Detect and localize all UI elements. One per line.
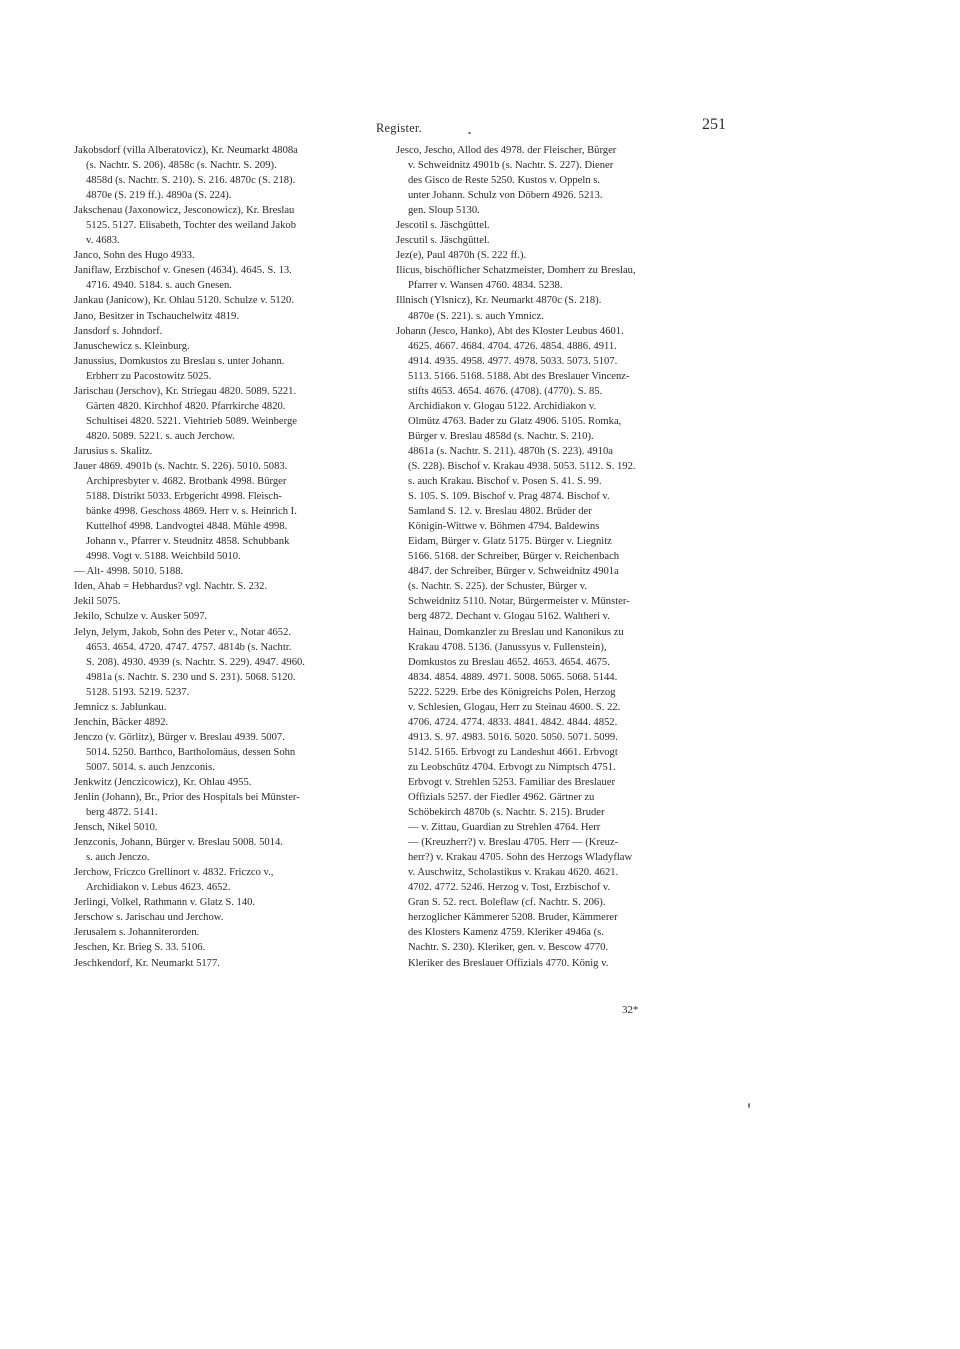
entry-line-first: Jenchin, Bäcker 4892. <box>74 716 169 728</box>
entry-line-first: Jekil 5075. <box>74 596 121 608</box>
index-entry <box>74 910 404 925</box>
index-entry <box>74 203 404 248</box>
scan-speck <box>748 1103 750 1108</box>
index-entry <box>74 263 404 293</box>
entry-line: 4625. 4667. 4684. 4704. 4726. 4854. 4886. 4911. <box>408 340 617 352</box>
entry-line: herzoglicher Kämmerer 5208. Bruder, Kämmerer <box>408 912 618 924</box>
entry-line-first: Jarischau (Jerschov), Kr. Striegau 4820. 5089. 5221. <box>74 385 297 397</box>
entry-line-first: Ilicus, bischöflicher Schatzmeister, Domherr zu Breslau, <box>396 265 636 277</box>
index-entry <box>74 715 404 730</box>
index-entry <box>74 925 404 940</box>
entry-line: Johann v., Pfarrer v. Steudnitz 4858. Schubbank <box>86 536 290 548</box>
entry-line: Archipresbyter v. 4682. Brotbank 4998. Bürger <box>86 476 287 488</box>
entry-line: berg 4872. Dechant v. Glogau 5162. Waltheri v. <box>408 611 610 623</box>
entry-line-first: Jescutil s. Jäschgüttel. <box>396 235 490 247</box>
entry-line: 4834. 4854. 4889. 4971. 5008. 5065. 5068. 5144. <box>408 671 618 683</box>
index-entry <box>74 143 404 203</box>
index-entry <box>74 790 404 820</box>
entry-line-first: Jeschkendorf, Kr. Neumarkt 5177. <box>74 957 220 969</box>
index-entry <box>74 248 404 263</box>
index-entry <box>74 459 404 564</box>
entry-line: 4820. 5089. 5221. s. auch Jerchow. <box>86 430 235 442</box>
entry-line: v. Schweidnitz 4901b (s. Nachtr. S. 227). Diener <box>408 160 614 172</box>
entry-line: 4913. S. 97. 4983. 5016. 5020. 5050. 5071. 5099. <box>408 731 618 743</box>
entry-line: s. auch Krakau. Bischof v. Posen S. 41. S. 99. <box>408 476 602 488</box>
entry-line: Gärten 4820. Kirchhof 4820. Pfarrkirche 4820. <box>86 400 286 412</box>
entry-line-first: Illnisch (Ylsnicz), Kr. Neumarkt 4870c (S. 218). <box>396 295 602 307</box>
entry-line: Samland S. 12. v. Breslau 4802. Brüder der <box>408 506 592 518</box>
entry-line: (S. 228). Bischof v. Krakau 4938. 5053. 5112. S. 192. <box>408 460 636 472</box>
entry-line-first: Jenzconis, Johann, Bürger v. Breslau 5008. 5014. <box>74 837 283 849</box>
entry-line: v. 4683. <box>86 235 120 247</box>
index-entry <box>74 339 404 354</box>
entry-line: Pfarrer v. Wansen 4760. 4834. 5238. <box>408 280 563 292</box>
entry-line-first: Jescotil s. Jäschgüttel. <box>396 220 490 232</box>
entry-line: berg 4872. 5141. <box>86 807 158 819</box>
right-column <box>396 143 736 971</box>
entry-line: 4861a (s. Nachtr. S. 211). 4870h (S. 223). 4910a <box>408 445 613 457</box>
entry-line-first: Januschewicz s. Kleinburg. <box>74 340 190 352</box>
index-entry <box>74 293 404 308</box>
entry-line-first: Jez(e), Paul 4870h (S. 222 ff.). <box>396 250 527 262</box>
entry-line: zu Leobschütz 4704. Erbvogt zu Nimptsch 4751. <box>408 761 616 773</box>
entry-line: 4998. Vogt v. 5188. Weichbild 5010. <box>86 551 241 563</box>
entry-line: stifts 4653. 4654. 4676. (4708). (4770). S. 85. <box>408 385 603 397</box>
index-entry <box>74 444 404 459</box>
entry-line: Bürger v. Breslau 4858d (s. Nachtr. S. 210). <box>408 430 594 442</box>
entry-line: des Klosters Kamenz 4759. Kleriker 4946a (s. <box>408 927 604 939</box>
entry-line-first: — Alt- 4998. 5010. 5188. <box>74 566 184 578</box>
entry-line-first: Jano, Besitzer in Tschauchelwitz 4819. <box>74 310 239 322</box>
entry-line-first: Jerlingi, Volkel, Rathmann v. Glatz S. 140. <box>74 897 256 909</box>
entry-line-first: Johann (Jesco, Hanko), Abt des Kloster Leubus 4601. <box>396 325 624 337</box>
entry-line: v. Auschwitz, Scholastikus v. Krakau 4620. 4621. <box>408 867 619 879</box>
entry-line: S. 105. S. 109. Bischof v. Prag 4874. Bischof v. <box>408 491 610 503</box>
index-entry <box>74 820 404 835</box>
entry-line-first: Jakschenau (Jaxonowicz, Jesconowicz), Kr. Breslau <box>74 205 295 217</box>
signature-mark: 32* <box>622 1004 639 1016</box>
entry-line-first: Jansdorf s. Johndorf. <box>74 325 163 337</box>
entry-line-first: Jelyn, Jelym, Jakob, Sohn des Peter v., Notar 4652. <box>74 626 292 638</box>
index-entry <box>396 293 736 323</box>
entry-line: 5014. 5250. Barthco, Bartholomäus, dessen Sohn <box>86 746 296 758</box>
entry-line: unter Johann. Schulz von Döbern 4926. 5213. <box>408 190 603 202</box>
entry-line-first: Jenlin (Johann), Br., Prior des Hospitals bei Münster- <box>74 792 300 804</box>
entry-line: 4847. der Schreiber, Bürger v. Schweidnitz 4901a <box>408 566 619 578</box>
entry-line-first: Jeschen, Kr. Brieg S. 33. 5106. <box>74 942 206 954</box>
entry-line: Nachtr. S. 230). Kleriker, gen. v. Bescow 4770. <box>408 942 609 954</box>
entry-line: 4914. 4935. 4958. 4977. 4978. 5033. 5073. 5107. <box>408 355 618 367</box>
index-entry <box>74 594 404 609</box>
entry-line-first: Jerchow, Friczco Grellinort v. 4832. Friczco v., <box>74 867 274 879</box>
index-entry <box>74 354 404 384</box>
entry-line: 5007. 5014. s. auch Jenzconis. <box>86 761 215 773</box>
index-entry <box>396 233 736 248</box>
entry-line-first: Janco, Sohn des Hugo 4933. <box>74 250 195 262</box>
entry-line: 4702. 4772. 5246. Herzog v. Tost, Erzbischof v. <box>408 882 611 894</box>
entry-line: 5222. 5229. Erbe des Königreichs Polen, Herzog <box>408 686 616 698</box>
page-title: Register. <box>376 121 422 135</box>
entry-line: herr?) v. Krakau 4705. Sohn des Herzogs Wladyflaw <box>408 852 633 864</box>
entry-line-first: Jenkwitz (Jenczicowicz), Kr. Ohlau 4955. <box>74 776 252 788</box>
entry-line: des Gisco de Reste 5250. Kustos v. Oppeln s. <box>408 175 601 187</box>
index-entry <box>74 564 404 579</box>
entry-line: gen. Sloup 5130. <box>408 205 480 217</box>
entry-line-first: Jerusalem s. Johanniterorden. <box>74 927 200 939</box>
entry-line: Schöbekirch 4870b (s. Nachtr. S. 215). Bruder <box>408 807 605 819</box>
entry-line: s. auch Jenczo. <box>86 852 150 864</box>
entry-line: 5142. 5165. Erbvogt zu Landeshut 4661. Erbvogt <box>408 746 618 758</box>
entry-line: Kleriker des Breslauer Offizials 4770. König v. <box>408 957 609 969</box>
entry-line-first: Jauer 4869. 4901b (s. Nachtr. S. 226). 5010. 5083. <box>74 460 288 472</box>
index-entry <box>74 775 404 790</box>
entry-line-first: Jensch, Nikel 5010. <box>74 822 158 834</box>
entry-line: Krakau 4708. 5136. (Janussyus v. Fullenstein), <box>408 641 607 653</box>
left-column <box>74 143 404 971</box>
entry-line: Königin-Wittwe v. Böhmen 4794. Baldewins <box>408 521 600 533</box>
page-number: 251 <box>702 116 726 133</box>
entry-line-first: Jesco, Jescho, Allod des 4978. der Fleischer, Bürger <box>396 145 617 156</box>
entry-line: 5188. Distrikt 5033. Erbgericht 4998. Fleisch- <box>86 491 282 503</box>
index-entry <box>74 865 404 895</box>
entry-line: bänke 4998. Geschoss 4869. Herr v. s. Heinrich I. <box>86 506 297 518</box>
index-entry <box>396 248 736 263</box>
entry-line-first: Janiflaw, Erzbischof v. Gnesen (4634). 4645. S. 13. <box>74 265 292 277</box>
entry-line: (s. Nachtr. S. 206). 4858c (s. Nachtr. S. 209). <box>86 160 277 172</box>
entry-line-first: Jankau (Janicow), Kr. Ohlau 5120. Schulze v. 5120. <box>74 295 294 307</box>
index-entry <box>396 263 736 293</box>
index-entry <box>396 143 736 218</box>
index-entry <box>74 835 404 865</box>
entry-line: 5166. 5168. der Schreiber, Bürger v. Reichenbach <box>408 551 620 563</box>
entry-line-first: Jakobsdorf (villa Alberatovicz), Kr. Neumarkt 4808a <box>74 145 298 156</box>
entry-line: 4706. 4724. 4774. 4833. 4841. 4842. 4844. 4852. <box>408 716 618 728</box>
entry-line: Gran S. 52. rect. Boleflaw (cf. Nachtr. S. 206). <box>408 897 606 909</box>
index-entry <box>74 609 404 624</box>
entry-line: Olmütz 4763. Bader zu Glatz 4906. 5105. Romka, <box>408 415 622 427</box>
entry-line: 4653. 4654. 4720. 4747. 4757. 4814b (s. Nachtr. <box>86 641 292 653</box>
index-entry <box>74 730 404 775</box>
entry-line: — (Kreuzherr?) v. Breslau 4705. Herr — (Kreuz- <box>408 837 619 849</box>
entry-line: Offizials 5257. der Fiedler 4962. Gärtner zu <box>408 792 595 804</box>
entry-line-first: Jekilo, Schulze v. Ausker 5097. <box>74 611 208 623</box>
index-entry <box>74 895 404 910</box>
entry-line: 5128. 5193. 5219. 5237. <box>86 686 190 698</box>
index-entry <box>74 309 404 324</box>
entry-line: Eidam, Bürger v. Glatz 5175. Bürger v. Liegnitz <box>408 536 612 548</box>
entry-line: Domkustos zu Breslau 4652. 4653. 4654. 4675. <box>408 656 610 668</box>
entry-line: Schweidnitz 5110. Notar, Bürgermeister v. Münster- <box>408 596 630 608</box>
entry-line: S. 208). 4930. 4939 (s. Nachtr. S. 229). 4947. 4960. <box>86 656 305 668</box>
entry-line: Erbvogt v. Strehlen 5253. Familiar des Breslauer <box>408 776 616 788</box>
entry-line-first: Jenczo (v. Görlitz), Bürger v. Breslau 4939. 5007. <box>74 731 285 743</box>
entry-line: (s. Nachtr. S. 225). der Schuster, Bürger v. <box>408 581 588 593</box>
index-entry <box>74 700 404 715</box>
entry-line: Archidiakon v. Glogau 5122. Archidiakon v. <box>408 400 597 412</box>
index-entry <box>74 940 404 955</box>
index-entry <box>74 956 404 971</box>
entry-line-first: Jarusius s. Skalitz. <box>74 445 153 457</box>
entry-line: Schultisei 4820. 5221. Viehtrieb 5089. Weinberge <box>86 415 297 427</box>
entry-line: 5125. 5127. Elisabeth, Tochter des weiland Jakob <box>86 220 297 232</box>
entry-line-first: Janussius, Domkustos zu Breslau s. unter Johann. <box>74 355 285 367</box>
entry-line-first: Jerschow s. Jarischau und Jerchow. <box>74 912 224 924</box>
entry-line: v. Schlesien, Glogau, Herr zu Steinau 4600. S. 22. <box>408 701 621 713</box>
entry-line: Kuttelhof 4998. Landvogtei 4848. Mühle 4998. <box>86 521 288 533</box>
entry-line: Hainau, Domkanzler zu Breslau und Kanonikus zu <box>408 626 624 638</box>
index-entry <box>74 579 404 594</box>
entry-line: 4870e (S. 219 ff.). 4890a (S. 224). <box>86 190 232 202</box>
scan-speck <box>468 132 471 134</box>
entry-line: — v. Zittau, Guardian zu Strehlen 4764. Herr <box>408 822 601 834</box>
entry-line: Archidiakon v. Lebus 4623. 4652. <box>86 882 231 894</box>
index-entry <box>396 324 736 971</box>
entry-line: Erbherr zu Pacostowitz 5025. <box>86 370 212 382</box>
entry-line: 4981a (s. Nachtr. S. 230 und S. 231). 5068. 5120. <box>86 671 296 683</box>
entry-line: 4716. 4940. 5184. s. auch Gnesen. <box>86 280 232 292</box>
index-entry <box>74 384 404 444</box>
entry-line-first: Iden, Ahab = Hebhardus? vgl. Nachtr. S. 232. <box>74 581 268 593</box>
index-entry <box>74 324 404 339</box>
entry-line-first: Jemnicz s. Jablunkau. <box>74 701 167 713</box>
index-entry <box>396 218 736 233</box>
entry-line: 4870e (S. 221). s. auch Ymnicz. <box>408 310 544 322</box>
entry-line: 5113. 5166. 5168. 5188. Abt des Breslauer Vincenz- <box>408 370 630 382</box>
entry-line: 4858d (s. Nachtr. S. 210). S. 216. 4870c (S. 218). <box>86 175 296 187</box>
index-entry <box>74 625 404 700</box>
